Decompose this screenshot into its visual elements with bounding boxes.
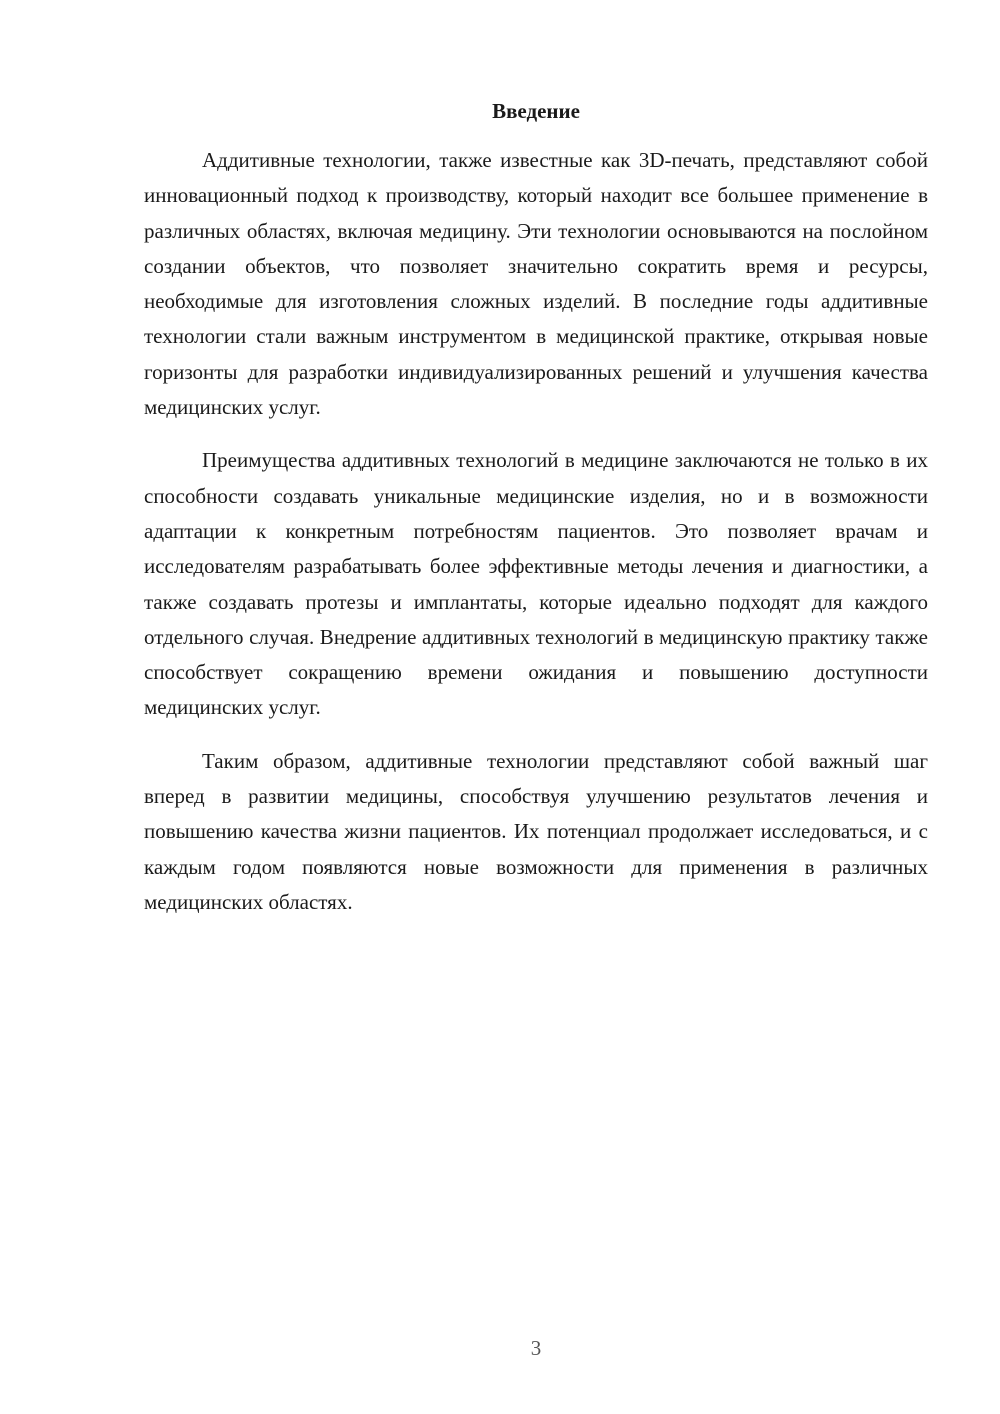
page-number: 3 xyxy=(530,1336,542,1360)
paragraph-3: Таким образом, аддитивные технологии представляют собой важный шаг вперед в развитии медицины, способствуя улучшению результатов лечения и повышению качества жизни пациентов. Их потенциал продолжает исследоваться, и с каждым годом появляются новые возможности для применения в различных медицинских областях. xyxy=(144,748,928,914)
body-text xyxy=(144,143,928,938)
paragraph-2: Преимущества аддитивных технологий в медицине заключаются не только в их способности создавать уникальные медицинские изделия, но и в возможности адаптации к конкретным потребностям пациентов. Это позволяет врачам и исследователям разрабатывать более эффективные методы лечения и диагностики, а также создавать протезы и имплантаты, которые идеально подходят для каждого отдельного случая. Внедрение аддитивных технологий в медицинскую практику также способствует сокращению времени ожидания и повышению доступности медицинских услуг. xyxy=(144,448,928,720)
section-title: Введение xyxy=(492,99,580,123)
paragraph-1: Аддитивные технологии, также известные как 3D-печать, представляют собой инновационный подход к производству, который находит все большее применение в различных областях, включая медицину. Эти технологии основываются на послойном создании объектов, что позволяет значительно сократить время и ресурсы, необходимые для изготовления сложных изделий. В последние годы аддитивные технологии стали важным инструментом в медицинской практике, открывая новые горизонты для разработки индивидуализированных решений и улучшения качества медицинских услуг. xyxy=(144,148,928,420)
